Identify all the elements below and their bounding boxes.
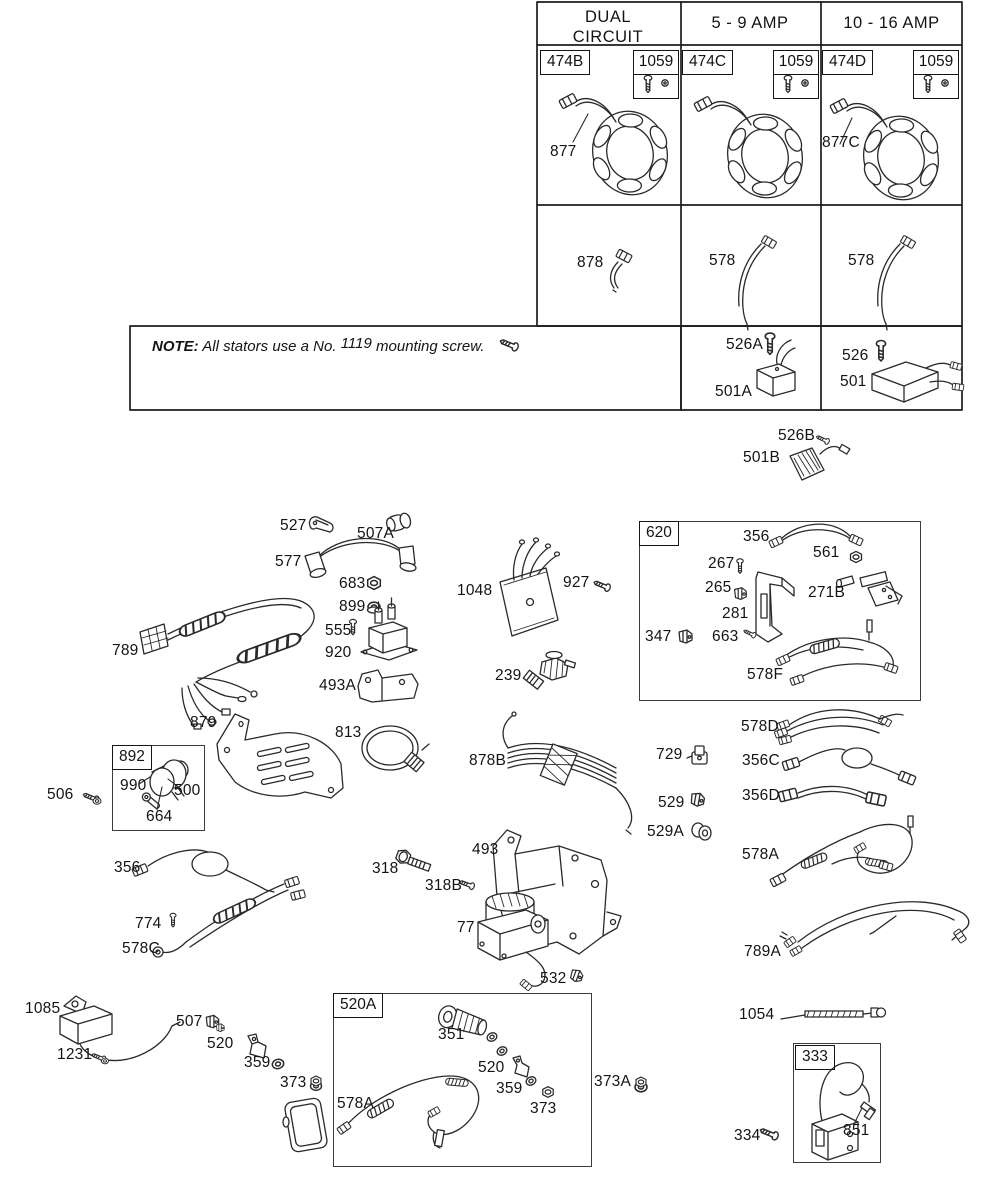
header-circuit: CIRCUIT [572, 28, 644, 46]
part-label-356C: 356C [742, 752, 780, 769]
part-label-356D: 356D [742, 787, 780, 804]
screw-506-illustration [82, 791, 101, 804]
part-label-851: 851 [843, 1122, 870, 1139]
table-header-dual-circuit [537, 7, 679, 47]
part-label-527: 527 [280, 517, 307, 534]
stator-877-illustration [559, 93, 680, 203]
part-label-526A: 526A [726, 336, 763, 353]
group-box-520A [333, 993, 592, 1167]
part-label-356-left: 356 [114, 859, 141, 876]
part-label-318B: 318B [425, 877, 462, 894]
table-header-5-9-amp: 5 - 9 AMP [711, 14, 789, 32]
screw-526-illustration [876, 340, 885, 361]
part-label-239: 239 [495, 667, 522, 684]
regulator-501B-illustration [790, 444, 850, 480]
screw-927-illustration [593, 579, 612, 592]
tag-333: 333 [795, 1045, 835, 1070]
regulator-501-illustration [872, 362, 964, 402]
part-label-373A: 373A [594, 1073, 631, 1090]
tag-520A: 520A [333, 993, 383, 1018]
harness-789A-illustration [780, 902, 969, 957]
header-dual: DUAL [584, 8, 631, 26]
part-label-664: 664 [146, 808, 173, 825]
nut-359-illustration [271, 1058, 284, 1070]
part-label-359-left: 359 [244, 1054, 271, 1071]
part-label-529: 529 [658, 794, 685, 811]
hardware-box-1059-dual [633, 50, 679, 99]
plug-wire-577-illustration [305, 539, 417, 579]
part-label-813: 813 [335, 724, 362, 741]
part-label-267: 267 [708, 555, 735, 572]
clip-729-illustration [687, 746, 707, 764]
part-label-774: 774 [135, 915, 162, 932]
screw-334-illustration [759, 1126, 780, 1141]
part-label-347: 347 [645, 628, 672, 645]
lead-578-5-9-illustration [739, 235, 777, 330]
tag-892: 892 [112, 745, 152, 770]
wire-356-left-illustration [132, 850, 274, 892]
part-label-373-kit: 373 [530, 1100, 557, 1117]
tag-1059-dual: 1059 [634, 51, 678, 75]
stator-5-9amp-illustration [694, 96, 815, 206]
part-label-507: 507 [176, 1013, 203, 1030]
part-label-1048: 1048 [457, 582, 493, 599]
wire-356C-illustration [782, 748, 916, 785]
part-label-500: 500 [174, 782, 201, 799]
grommet-529A-illustration [692, 823, 711, 840]
part-label-990: 990 [120, 777, 147, 794]
part-label-578C: 578C [122, 940, 160, 957]
part-label-77: 77 [457, 919, 475, 936]
nut-683-illustration [368, 577, 381, 590]
part-label-506: 506 [47, 786, 74, 803]
part-label-359-kit: 359 [496, 1080, 523, 1097]
note-text2: mounting screw. [376, 338, 485, 355]
hardware-box-1059-5-9 [773, 50, 819, 99]
shield-879-illustration [217, 714, 343, 798]
part-label-526B: 526B [778, 427, 815, 444]
bracket-493A-illustration [358, 670, 418, 702]
part-label-789A: 789A [744, 943, 781, 960]
part-label-578D: 578D [741, 718, 779, 735]
part-label-493A: 493A [319, 677, 356, 694]
lead-578-10-16-illustration [878, 235, 916, 330]
note-screw-number: 1119 [340, 335, 372, 352]
part-label-351: 351 [438, 1026, 465, 1043]
part-label-501B: 501B [743, 449, 780, 466]
part-label-281: 281 [722, 605, 749, 622]
tag-620: 620 [639, 521, 679, 546]
nut-373-illustration [311, 1076, 322, 1090]
harness-789-illustration [140, 599, 314, 729]
part-label-879: 879 [190, 714, 217, 731]
part-label-683: 683 [339, 575, 366, 592]
panel-1048-illustration [500, 538, 560, 636]
part-label-578-10-16: 578 [848, 252, 875, 269]
part-label-878B: 878B [469, 752, 506, 769]
part-label-1231: 1231 [57, 1046, 93, 1063]
clip-529-illustration [690, 792, 705, 807]
part-label-532: 532 [540, 970, 567, 987]
cover-illustration [283, 1097, 328, 1152]
part-label-578A-right: 578A [742, 846, 779, 863]
part-label-877C: 877C [822, 134, 860, 151]
part-label-529A: 529A [647, 823, 684, 840]
part-label-555: 555 [325, 622, 352, 639]
screw-526B-illustration [815, 434, 830, 445]
part-label-729: 729 [656, 746, 683, 763]
part-label-493: 493 [472, 841, 499, 858]
part-label-561: 561 [813, 544, 840, 561]
clip-507-illustration [206, 1015, 224, 1031]
harness-578D-illustration [774, 710, 903, 745]
part-label-373-left: 373 [280, 1074, 307, 1091]
part-label-899: 899 [339, 598, 366, 615]
part-label-271B: 271B [808, 584, 845, 601]
tag-474C: 474C [682, 50, 733, 75]
hardware-box-1059-10-16 [913, 50, 959, 99]
part-label-1085: 1085 [25, 1000, 61, 1017]
tag-474D: 474D [822, 50, 873, 75]
part-label-577: 577 [275, 553, 302, 570]
part-label-877: 877 [550, 143, 577, 160]
part-label-526: 526 [842, 347, 869, 364]
part-label-920: 920 [325, 644, 352, 661]
switch-239-illustration [523, 652, 575, 690]
part-label-578-5-9: 578 [709, 252, 736, 269]
bolt-318-illustration [395, 848, 433, 873]
plug-878-illustration [611, 249, 633, 292]
tag-1059-5-9: 1059 [774, 51, 818, 75]
wire-356D-illustration [778, 786, 886, 806]
hardware-icons-spacer [634, 75, 678, 98]
part-label-1054: 1054 [739, 1006, 775, 1023]
hardware-icons-spacer [774, 75, 818, 98]
clamp-527-illustration [309, 517, 333, 532]
stator-877C-illustration [830, 98, 951, 208]
part-label-520-left: 520 [207, 1035, 234, 1052]
tie-1054-illustration [781, 1008, 886, 1019]
stator-note [152, 335, 485, 355]
tag-1059-10-16: 1059 [914, 51, 958, 75]
part-label-578A-kit: 578A [337, 1095, 374, 1112]
harness-578A-right-illustration [770, 816, 913, 887]
part-label-318: 318 [372, 860, 399, 877]
part-label-878: 878 [577, 254, 604, 271]
hardware-icons-spacer [914, 75, 958, 98]
part-label-507A: 507A [357, 525, 394, 542]
part-label-927: 927 [563, 574, 590, 591]
part-label-265: 265 [705, 579, 732, 596]
part-label-789: 789 [112, 642, 139, 659]
screw-1231-illustration [91, 1052, 109, 1064]
screw-774-illustration [170, 913, 176, 927]
tag-474B: 474B [540, 50, 590, 75]
note-label: NOTE: [152, 338, 199, 355]
part-label-501: 501 [840, 373, 867, 390]
nut-373A-illustration [635, 1077, 647, 1092]
clip-532-illustration [569, 968, 584, 983]
table-header-10-16-amp: 10 - 16 AMP [843, 14, 940, 32]
part-label-520-kit: 520 [478, 1059, 505, 1076]
loom-878B-illustration [503, 712, 632, 834]
part-label-334: 334 [734, 1127, 761, 1144]
clamp-813-illustration [362, 726, 429, 772]
screw-526A-illustration [765, 333, 775, 354]
part-label-663: 663 [712, 628, 739, 645]
note-text1: All stators use a No. [202, 338, 337, 355]
part-label-578F: 578F [747, 666, 784, 683]
part-label-501A: 501A [715, 383, 752, 400]
note-screw-icon [499, 337, 520, 352]
part-label-356-620: 356 [743, 528, 770, 545]
